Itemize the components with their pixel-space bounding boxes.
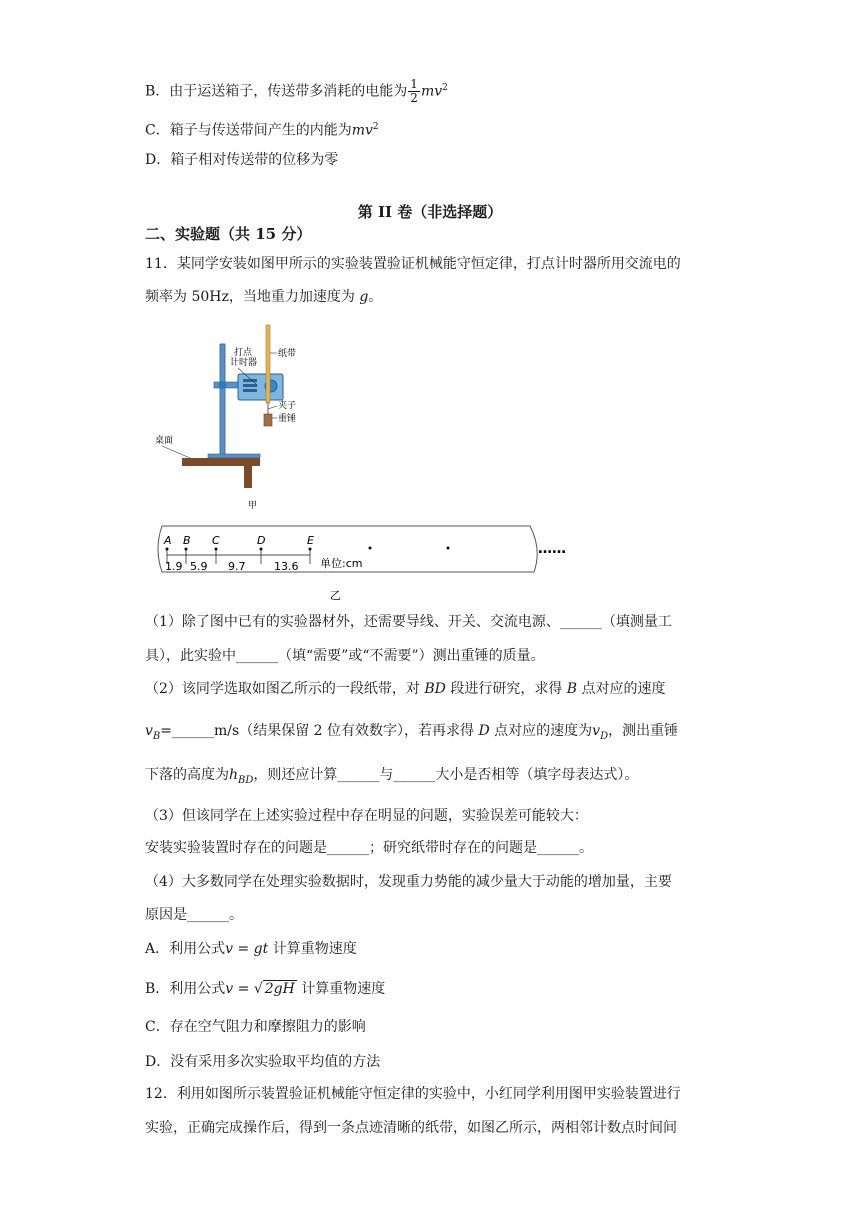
fraction-half <box>408 78 420 105</box>
q12-line1: 12．利用如图所示装置验证机械能守恒定律的实验中，小红同学利用图甲实验装置进行 <box>145 1086 681 1102</box>
desk-leader <box>162 446 190 458</box>
q11-p1-l2: 具），此实验中______（填“需要”或“不需要”）测出重锤的质量。 <box>145 648 545 664</box>
q11-option-b <box>145 979 385 999</box>
weight <box>264 414 272 426</box>
frac-num: 1 <box>410 77 418 92</box>
section-title: 第 II 卷（非选择题） <box>357 203 503 221</box>
formula-v-gt: v = gt <box>225 941 269 957</box>
opt-a-prefix: A．利用公式 <box>145 941 226 957</box>
timer-part <box>243 379 257 382</box>
q11-option-c: C．存在空气阻力和摩擦阻力的影响 <box>145 1019 366 1035</box>
timer-part <box>243 384 257 387</box>
tape-continuation: …… <box>538 541 566 557</box>
q11-p3-l1: （3）但该同学在上述实验过程中存在明显的问题，实验误差可能较大： <box>145 808 588 824</box>
symbol-v: v <box>145 723 153 739</box>
q11-p3-l2: 安装实验装置时存在的问题是______；研究纸带时存在的问题是______。 <box>145 840 593 856</box>
point-extra-2 <box>447 547 450 550</box>
expr-mv: mv <box>420 83 443 100</box>
q11-option-a <box>145 939 357 959</box>
q11-p2-l2a: =______m/s（结果保留 2 位有效数字），若再求得 <box>160 723 479 739</box>
opt-b-suffix: 计算重物速度 <box>296 981 386 997</box>
label-clip: 夹子 <box>278 401 297 411</box>
sub-d: D <box>600 730 609 742</box>
exp-2: 2 <box>442 83 448 93</box>
label-weight: 重锤 <box>278 414 297 424</box>
paper-tape <box>266 325 270 403</box>
label-desk: 桌面 <box>155 436 174 446</box>
q11-p2-l1b: 段进行研究，求得 <box>445 681 567 697</box>
clip-leader <box>268 406 277 409</box>
q11-option-d: D．没有采用多次实验取平均值的方法 <box>145 1054 381 1070</box>
label-point-e: E <box>307 534 314 547</box>
opt-a-suffix: 计算重物速度 <box>268 941 357 957</box>
figure-yi <box>150 522 590 602</box>
label-timer-1: 打点 <box>234 348 253 358</box>
q11-p1-l1: （1）除了图中已有的实验器材外，还需要导线、开关、交流电源、______（填测量工 <box>145 614 672 630</box>
label-point-b: B <box>183 534 191 547</box>
q11-line2 <box>145 287 382 307</box>
formula-v: v = <box>225 981 254 997</box>
q11-p2-l1c: 点对应的速度 <box>577 681 666 697</box>
dist-cd: 9.7 <box>228 560 246 573</box>
dist-ab: 1.9 <box>165 560 183 573</box>
exp-2-c: 2 <box>372 122 379 132</box>
stand-base <box>208 454 260 458</box>
label-tape: 纸带 <box>278 349 297 359</box>
timer-part <box>243 389 257 392</box>
dist-de: 13.6 <box>274 560 299 573</box>
label-unit: 单位:cm <box>320 557 363 570</box>
q11-p2-l3a: 下落的高度为 <box>145 767 229 783</box>
q11-p2-l2c: ，测出重锤 <box>608 723 679 739</box>
point-extra-1 <box>369 547 372 550</box>
q11-p2-l3b: ，则还应计算______与______大小是否相等（填字母表达式）。 <box>253 767 639 783</box>
q11-p4-l2: 原因是______。 <box>145 907 243 923</box>
q11-line2b: 。 <box>368 289 383 305</box>
q12-line2: 实验，正确完成操作后，得到一条点迹清晰的纸带，如图乙所示，两相邻计数点时间间 <box>145 1120 677 1136</box>
q11-p4-l1: （4）大多数同学在处理实验数据时，发现重力势能的减少量大于动能的增加量，主要 <box>145 874 672 890</box>
caption-yi: 乙 <box>330 589 341 602</box>
opt-b-prefix: B．利用公式 <box>145 981 226 997</box>
q11-p2-l3 <box>145 765 638 791</box>
symbol-g: g <box>359 289 369 305</box>
figure-jia <box>150 318 297 518</box>
q11-p2-l2b: 点对应的速度为 <box>489 723 593 739</box>
label-timer-2: 计时器 <box>230 358 258 368</box>
caption-jia: 甲 <box>248 501 258 511</box>
frac-den: 2 <box>410 91 418 106</box>
label-point-a: A <box>164 534 172 547</box>
desk-top <box>182 458 260 466</box>
label-point-d: D <box>257 534 266 547</box>
expr-mv-c: mv <box>351 122 373 139</box>
stand-rod <box>220 344 225 456</box>
sqrt-sign: √ <box>253 981 263 997</box>
q11-p2-l2 <box>145 721 678 747</box>
point-b-ref: B <box>566 681 578 697</box>
option-b-prev <box>145 78 448 105</box>
clamp-knob <box>219 381 227 389</box>
symbol-vd: v <box>592 723 601 739</box>
q11-line1: 11．某同学安装如图甲所示的实验装置验证机械能守恒定律，打点计时器所用交流电的 <box>145 256 681 272</box>
option-b-prefix: B．由于运送箱子，传送带多消耗的电能为 <box>145 83 408 100</box>
dist-bc: 5.9 <box>190 560 208 573</box>
point-d-ref: D <box>478 723 490 739</box>
symbol-h: h <box>229 767 239 783</box>
option-d-prev: D．箱子相对传送带的位移为零 <box>145 152 339 168</box>
q11-p2-l1a: （2）该同学选取如图乙所示的一段纸带，对 <box>145 681 425 697</box>
q11-line2a: 频率为 50Hz，当地重力加速度为 <box>145 289 360 305</box>
q11-p2-l1 <box>145 679 666 699</box>
sub-bd: BD <box>238 774 254 786</box>
segment-bd: BD <box>424 681 446 697</box>
clamp-arm <box>214 382 240 388</box>
sub-b: B <box>152 730 161 742</box>
desk-leg <box>244 466 252 488</box>
option-c-prefix: C．箱子与传送带间产生的内能为 <box>145 122 352 139</box>
part-heading: 二、实验题（共 15 分） <box>145 225 312 243</box>
option-c-prev <box>145 117 379 141</box>
formula-radicand: 2gH <box>264 981 295 997</box>
label-point-c: C <box>212 534 220 547</box>
